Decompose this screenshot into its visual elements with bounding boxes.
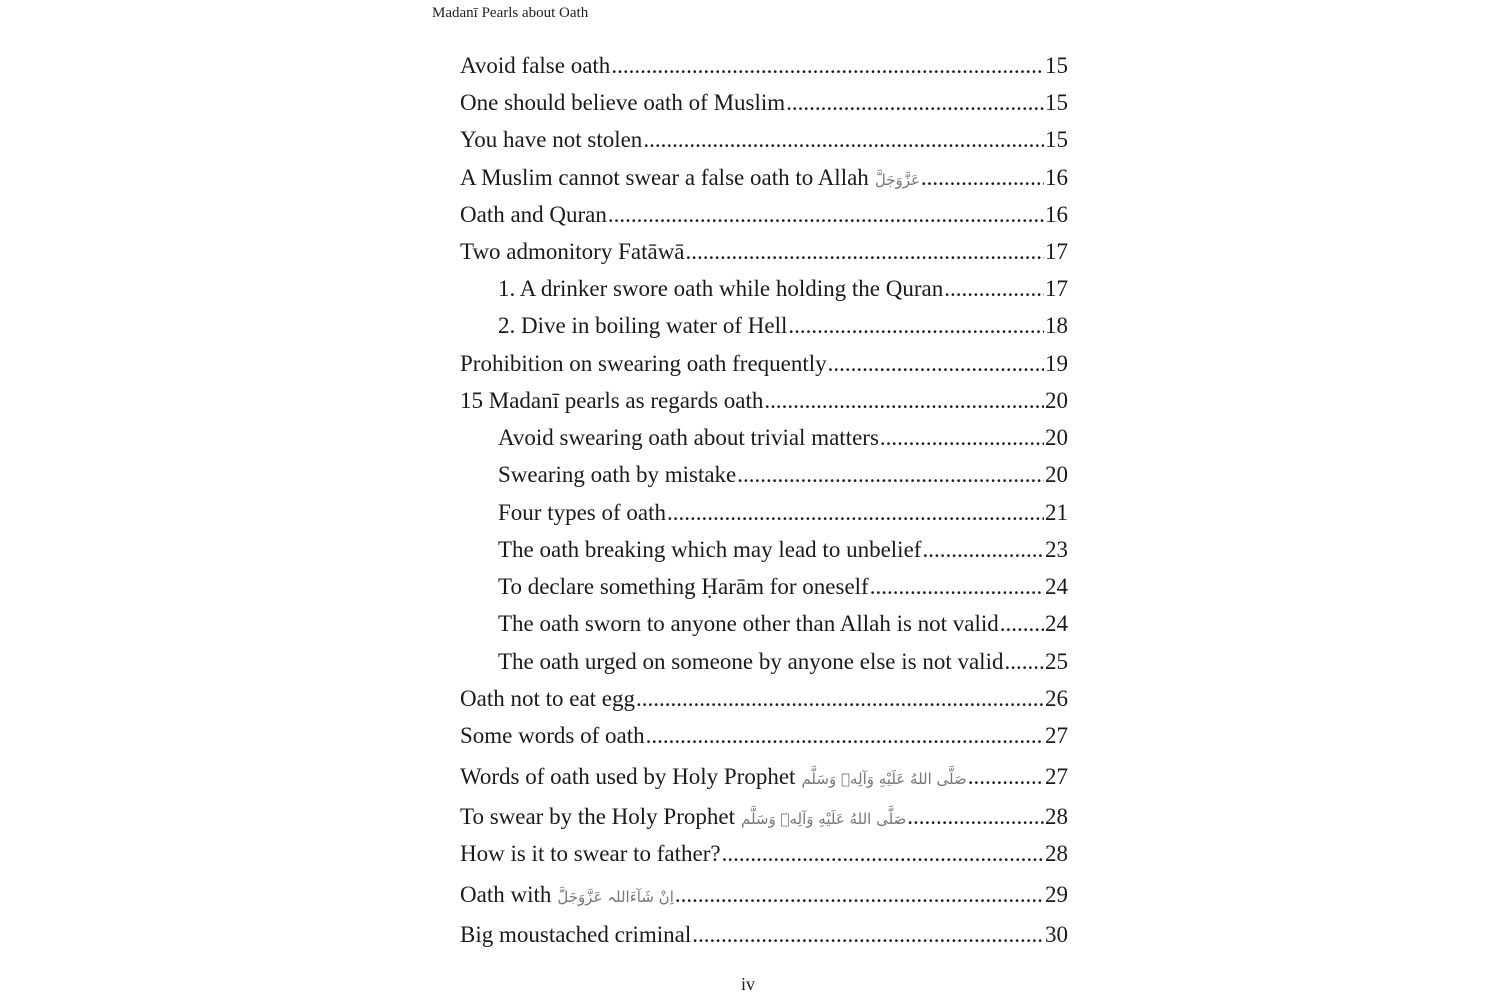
toc-entry-title: The oath breaking which may lead to unbelief bbox=[498, 537, 922, 562]
toc-entry-title: To swear by the Holy Prophet bbox=[460, 804, 735, 829]
toc-entry[interactable] bbox=[460, 569, 1068, 605]
toc-entry-page: 30 bbox=[1045, 922, 1068, 947]
toc-entry-page: 20 bbox=[1045, 425, 1068, 450]
toc-entry[interactable] bbox=[460, 606, 1068, 642]
dot-leader bbox=[921, 160, 1044, 196]
toc-entry-page: 18 bbox=[1045, 313, 1068, 338]
toc-entry-page: 17 bbox=[1045, 239, 1068, 264]
toc-entry-title: Avoid swearing oath about trivial matters bbox=[498, 425, 879, 450]
dot-leader bbox=[643, 122, 1044, 158]
dot-leader bbox=[786, 85, 1044, 121]
dot-leader bbox=[1004, 644, 1044, 680]
toc-entry-page: 27 bbox=[1045, 723, 1068, 748]
toc-entry-page: 15 bbox=[1045, 53, 1068, 78]
toc-entry-title: Swearing oath by mistake bbox=[498, 462, 737, 487]
toc-entry[interactable] bbox=[460, 644, 1068, 680]
dot-leader bbox=[788, 308, 1044, 344]
toc-entry-page: 26 bbox=[1045, 686, 1068, 711]
toc-entry-title: Words of oath used by Holy Prophet bbox=[460, 764, 796, 789]
dot-leader bbox=[1000, 606, 1044, 642]
dot-leader bbox=[692, 917, 1044, 953]
toc-entry-title: Avoid false oath bbox=[460, 53, 611, 78]
arabic-honorific: صَلَّى اللهُ عَلَيْهِ وَآلِهٖ وَسَلَّم bbox=[740, 810, 907, 828]
toc-entry-title: To declare something Ḥarām for oneself bbox=[498, 574, 869, 599]
toc-entry-page: 28 bbox=[1045, 841, 1068, 866]
toc-entry-title: Oath not to eat egg bbox=[460, 686, 636, 711]
toc-entry-title: Four types of oath bbox=[498, 500, 667, 525]
toc-entry[interactable] bbox=[460, 836, 1068, 872]
toc-entry-title: 1. A drinker swore oath while holding the Quran bbox=[498, 276, 944, 301]
toc-entry-title: How is it to swear to father? bbox=[460, 841, 721, 866]
toc-entry-page: 15 bbox=[1045, 127, 1068, 152]
toc-entry-page: 29 bbox=[1045, 882, 1068, 907]
dot-leader bbox=[646, 718, 1044, 754]
dot-leader bbox=[737, 457, 1044, 493]
toc-entry-page: 16 bbox=[1045, 202, 1068, 227]
page-number: iv bbox=[741, 974, 756, 994]
toc-entry-page: 21 bbox=[1045, 500, 1068, 525]
toc-entry-page: 19 bbox=[1045, 351, 1068, 376]
dot-leader bbox=[764, 383, 1044, 419]
toc-entry-title: One should believe oath of Muslim bbox=[460, 90, 786, 115]
toc-entry-title: Two admonitory Fatāwā bbox=[460, 239, 685, 264]
dot-leader bbox=[944, 271, 1044, 307]
toc-entry[interactable] bbox=[460, 48, 1068, 84]
toc-entry-title: 15 Madanī pearls as regards oath bbox=[460, 388, 764, 413]
toc-entry[interactable] bbox=[460, 799, 1068, 835]
toc-entry-page: 20 bbox=[1045, 462, 1068, 487]
toc-entry[interactable] bbox=[460, 122, 1068, 158]
toc-entry-title: Prohibition on swearing oath frequently bbox=[460, 351, 827, 376]
toc-entry[interactable] bbox=[460, 346, 1068, 382]
running-head: Madanī Pearls about Oath bbox=[432, 5, 589, 21]
toc-entry-page: 24 bbox=[1045, 574, 1068, 599]
toc-entry-page: 23 bbox=[1045, 537, 1068, 562]
toc-entry-title: 2. Dive in boiling water of Hell bbox=[498, 313, 788, 338]
toc-entry[interactable] bbox=[460, 271, 1068, 307]
dot-leader bbox=[968, 759, 1044, 795]
dot-leader bbox=[828, 346, 1044, 382]
toc-entry[interactable] bbox=[460, 917, 1068, 953]
toc-entry[interactable] bbox=[460, 681, 1068, 717]
toc-entry-page: 17 bbox=[1045, 276, 1068, 301]
toc-entry-page: 24 bbox=[1045, 611, 1068, 636]
toc-entry-title: The oath urged on someone by anyone else is not valid bbox=[498, 649, 1004, 674]
dot-leader bbox=[722, 836, 1044, 872]
toc-entry[interactable] bbox=[460, 383, 1068, 419]
toc-entry[interactable] bbox=[460, 495, 1068, 531]
dot-leader bbox=[922, 532, 1044, 568]
dot-leader bbox=[907, 799, 1044, 835]
toc-entry-page: 20 bbox=[1045, 388, 1068, 413]
toc-entry-title: You have not stolen bbox=[460, 127, 643, 152]
toc-entry[interactable] bbox=[460, 457, 1068, 493]
toc-entry[interactable] bbox=[460, 197, 1068, 233]
arabic-honorific: عَزَّوَجَلَّ bbox=[874, 171, 920, 189]
dot-leader bbox=[880, 420, 1044, 456]
dot-leader bbox=[636, 681, 1044, 717]
toc-entry-page: 15 bbox=[1045, 90, 1068, 115]
toc-entry-title: Some words of oath bbox=[460, 723, 645, 748]
toc-entry-title: Oath and Quran bbox=[460, 202, 607, 227]
toc-entry[interactable] bbox=[460, 877, 1068, 913]
toc-entry[interactable] bbox=[460, 420, 1068, 456]
dot-leader bbox=[667, 495, 1044, 531]
toc-entry-title: Oath with bbox=[460, 882, 552, 907]
toc-entry[interactable] bbox=[460, 160, 1068, 196]
dot-leader bbox=[675, 877, 1044, 913]
toc-entry-title: The oath sworn to anyone other than Allah is not valid bbox=[498, 611, 999, 636]
toc-entry[interactable] bbox=[460, 234, 1068, 270]
arabic-honorific: اِنْ شَآءَاللہ عَزَّوَجَلَّ bbox=[557, 888, 674, 906]
toc-entry-title: A Muslim cannot swear a false oath to Allah bbox=[460, 165, 869, 190]
toc-entry-page: 27 bbox=[1045, 764, 1068, 789]
toc-entry-title: Big moustached criminal bbox=[460, 922, 692, 947]
dot-leader bbox=[870, 569, 1044, 605]
dot-leader bbox=[611, 48, 1044, 84]
toc-entry[interactable] bbox=[460, 718, 1068, 754]
toc-entry[interactable] bbox=[460, 759, 1068, 795]
toc-entry[interactable] bbox=[460, 532, 1068, 568]
toc-entry[interactable] bbox=[460, 85, 1068, 121]
toc-entry-page: 25 bbox=[1045, 649, 1068, 674]
arabic-honorific: صَلَّى اللهُ عَلَيْهِ وَآلِهٖ وَسَلَّم bbox=[801, 770, 967, 788]
toc-entry-page: 16 bbox=[1045, 165, 1068, 190]
toc-entry-page: 28 bbox=[1045, 804, 1068, 829]
dot-leader bbox=[686, 234, 1044, 270]
dot-leader bbox=[608, 197, 1044, 233]
toc-entry[interactable] bbox=[460, 308, 1068, 344]
